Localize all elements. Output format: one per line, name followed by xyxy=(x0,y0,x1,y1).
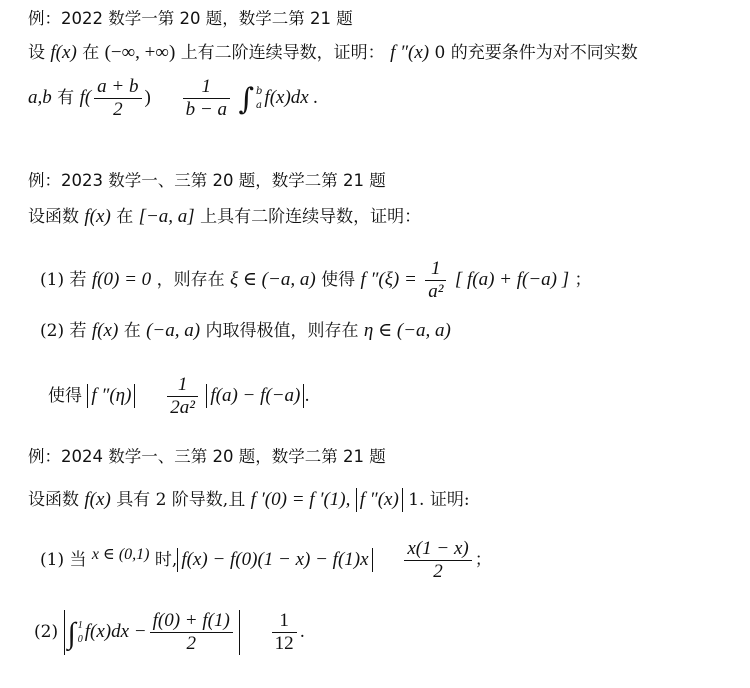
ex2-statement xyxy=(28,206,421,228)
ex2-p2-mid: 内取得极值，则存在 xyxy=(205,321,359,341)
ex3-p2-integral-limits xyxy=(78,619,83,647)
ex3-p1-when: 当 xyxy=(69,550,87,570)
ex2-part1 xyxy=(40,258,592,303)
ex2-p1-label: (1) xyxy=(40,270,65,290)
ex1-cond-have: 有 xyxy=(57,88,75,108)
ex3-p1-x: x ∈ (0,1) xyxy=(91,546,150,563)
ex2-p2b-rhs: f(a) − f(−a) xyxy=(206,384,304,408)
ex3-p2-frac2 xyxy=(272,610,297,655)
ex2-stmt-tail: 上具有二阶连续导数，证明： xyxy=(200,207,422,227)
ex2-heading: 例：2023 数学一、三第 20 题，数学二第 21 题 xyxy=(28,171,386,190)
ex3-heading: 例：2024 数学一、三第 20 题，数学二第 21 题 xyxy=(28,447,386,466)
ex2-p1-lhs: f ″(ξ) = xyxy=(360,269,417,290)
ex1-stmt-pre: 设 xyxy=(28,43,45,63)
ex3-stmt-abs: f ″(x) xyxy=(356,488,403,512)
ex1-stmt-fx: f(x) xyxy=(50,42,77,63)
ex2-p2b-frac-den: 2a² xyxy=(170,397,195,418)
ex3-p2-frac2-den: 12 xyxy=(274,633,294,654)
ex2-stmt-interval: [−a, a] xyxy=(138,206,195,227)
ex3-p2-int-lower: 0 xyxy=(77,633,83,645)
ex1-integral-sign: ∫ xyxy=(238,82,255,117)
ex1-cond-ab: a,b xyxy=(28,87,52,108)
ex1-stmt-tail: 0 的充要条件为对不同实数 xyxy=(434,43,638,63)
ex3-p2-integral-sign: ∫ xyxy=(67,617,76,650)
ex2-part2-conclusion xyxy=(48,374,310,419)
ex1-int-lower: a xyxy=(256,99,262,111)
ex1-stmt-fpp: f ″(x) xyxy=(390,42,430,63)
ex2-p2b-such: 使得 xyxy=(48,386,82,406)
ex3-p2-abs xyxy=(64,610,240,655)
ex3-stmt-pre: 设函数 xyxy=(28,490,79,510)
ex1-frac2-num: 1 xyxy=(183,76,230,99)
ex1-statement xyxy=(28,42,638,64)
ex1-frac-midpoint xyxy=(94,76,141,121)
ex3-stmt-fx: f(x) xyxy=(84,489,111,510)
ex2-p1-xi: ξ ∈ (−a, a) xyxy=(229,269,316,290)
ex3-statement xyxy=(28,488,470,512)
ex2-p2b-frac xyxy=(167,374,198,419)
ex3-part2 xyxy=(34,610,305,655)
ex1-frac-mean xyxy=(183,76,230,121)
ex3-stmt-mid: 具有 2 阶导数,且 xyxy=(116,490,246,510)
ex3-p2-frac-den: 2 xyxy=(186,633,196,655)
ex3-p2-integrand: f(x)dx − xyxy=(84,621,147,642)
ex3-p2-label: (2) xyxy=(34,622,59,642)
ex3-part1 xyxy=(40,538,492,583)
ex3-p2-frac2-num: 1 xyxy=(272,610,297,633)
ex3-p1-end: ； xyxy=(474,550,492,570)
ex2-p2-if: 若 xyxy=(69,321,87,341)
ex1-cond-f-open: f( xyxy=(79,87,92,108)
ex1-stmt-interval: (−∞, +∞) xyxy=(104,42,176,63)
ex2-p1-cond: f(0) = 0 xyxy=(91,269,152,290)
ex1-integral-limits xyxy=(256,85,262,113)
ex2-p2b-frac-num: 1 xyxy=(167,374,198,397)
ex2-p2-eta: η ∈ (−a, a) xyxy=(363,320,451,341)
ex2-p1-then: ，则存在 xyxy=(156,270,225,290)
ex2-p2b-end: . xyxy=(304,386,310,406)
ex2-p2b-lhs: f ″(η) xyxy=(87,384,135,408)
ex2-p2-fx: f(x) xyxy=(91,320,119,341)
ex2-p2-interval: (−a, a) xyxy=(146,320,201,341)
ex2-p2-label: (2) xyxy=(40,321,65,341)
ex3-p2-frac-num: f(0) + f(1) xyxy=(150,610,233,633)
ex1-stmt-in: 在 xyxy=(82,43,100,63)
ex3-p1-abs: f(x) − f(0)(1 − x) − f(1)x xyxy=(177,548,372,572)
ex3-p1-frac-num: x(1 − x) xyxy=(404,538,471,561)
ex2-p2-in: 在 xyxy=(123,321,141,341)
ex3-p1-label: (1) xyxy=(40,550,65,570)
ex3-p2-int-upper: 1 xyxy=(77,619,83,631)
ex3-stmt-tail: 1. 证明: xyxy=(408,490,470,510)
ex1-condition xyxy=(28,76,318,121)
ex2-p1-such: 使得 xyxy=(321,270,356,290)
ex1-cond-f-close: ) xyxy=(144,87,151,108)
ex2-p1-end: ； xyxy=(574,270,592,290)
ex3-stmt-cond: f ′(0) = f ′(1), xyxy=(250,489,351,510)
ex2-part2 xyxy=(40,320,451,342)
ex1-integrand: f(x)dx . xyxy=(264,87,319,108)
ex1-frac1-den: 2 xyxy=(113,99,123,120)
ex3-p2-frac xyxy=(150,610,233,655)
ex3-p1-frac xyxy=(404,538,471,583)
ex2-stmt-fx: f(x) xyxy=(84,206,111,227)
ex3-p1-shi: 时, xyxy=(149,550,178,570)
ex1-stmt-mid: 上有二阶连续导数，证明： xyxy=(180,43,385,63)
ex2-p1-rhs: [ f(a) + f(−a) ] xyxy=(454,269,570,290)
ex2-p1-frac-num: 1 xyxy=(425,258,446,281)
ex3-p1-frac-den: 2 xyxy=(433,561,443,582)
ex2-p1-frac xyxy=(425,258,446,303)
ex2-p1-frac-den: a² xyxy=(428,281,444,302)
ex1-frac1-num: a + b xyxy=(94,76,141,99)
ex2-stmt-pre: 设函数 xyxy=(28,207,79,227)
ex1-heading: 例：2022 数学一第 20 题，数学二第 21 题 xyxy=(28,9,353,28)
ex1-int-upper: b xyxy=(256,85,263,97)
ex2-stmt-in: 在 xyxy=(116,207,134,227)
ex3-p2-end: . xyxy=(299,622,305,642)
ex2-p1-if: 若 xyxy=(69,270,87,290)
ex1-frac2-den: b − a xyxy=(185,99,227,120)
